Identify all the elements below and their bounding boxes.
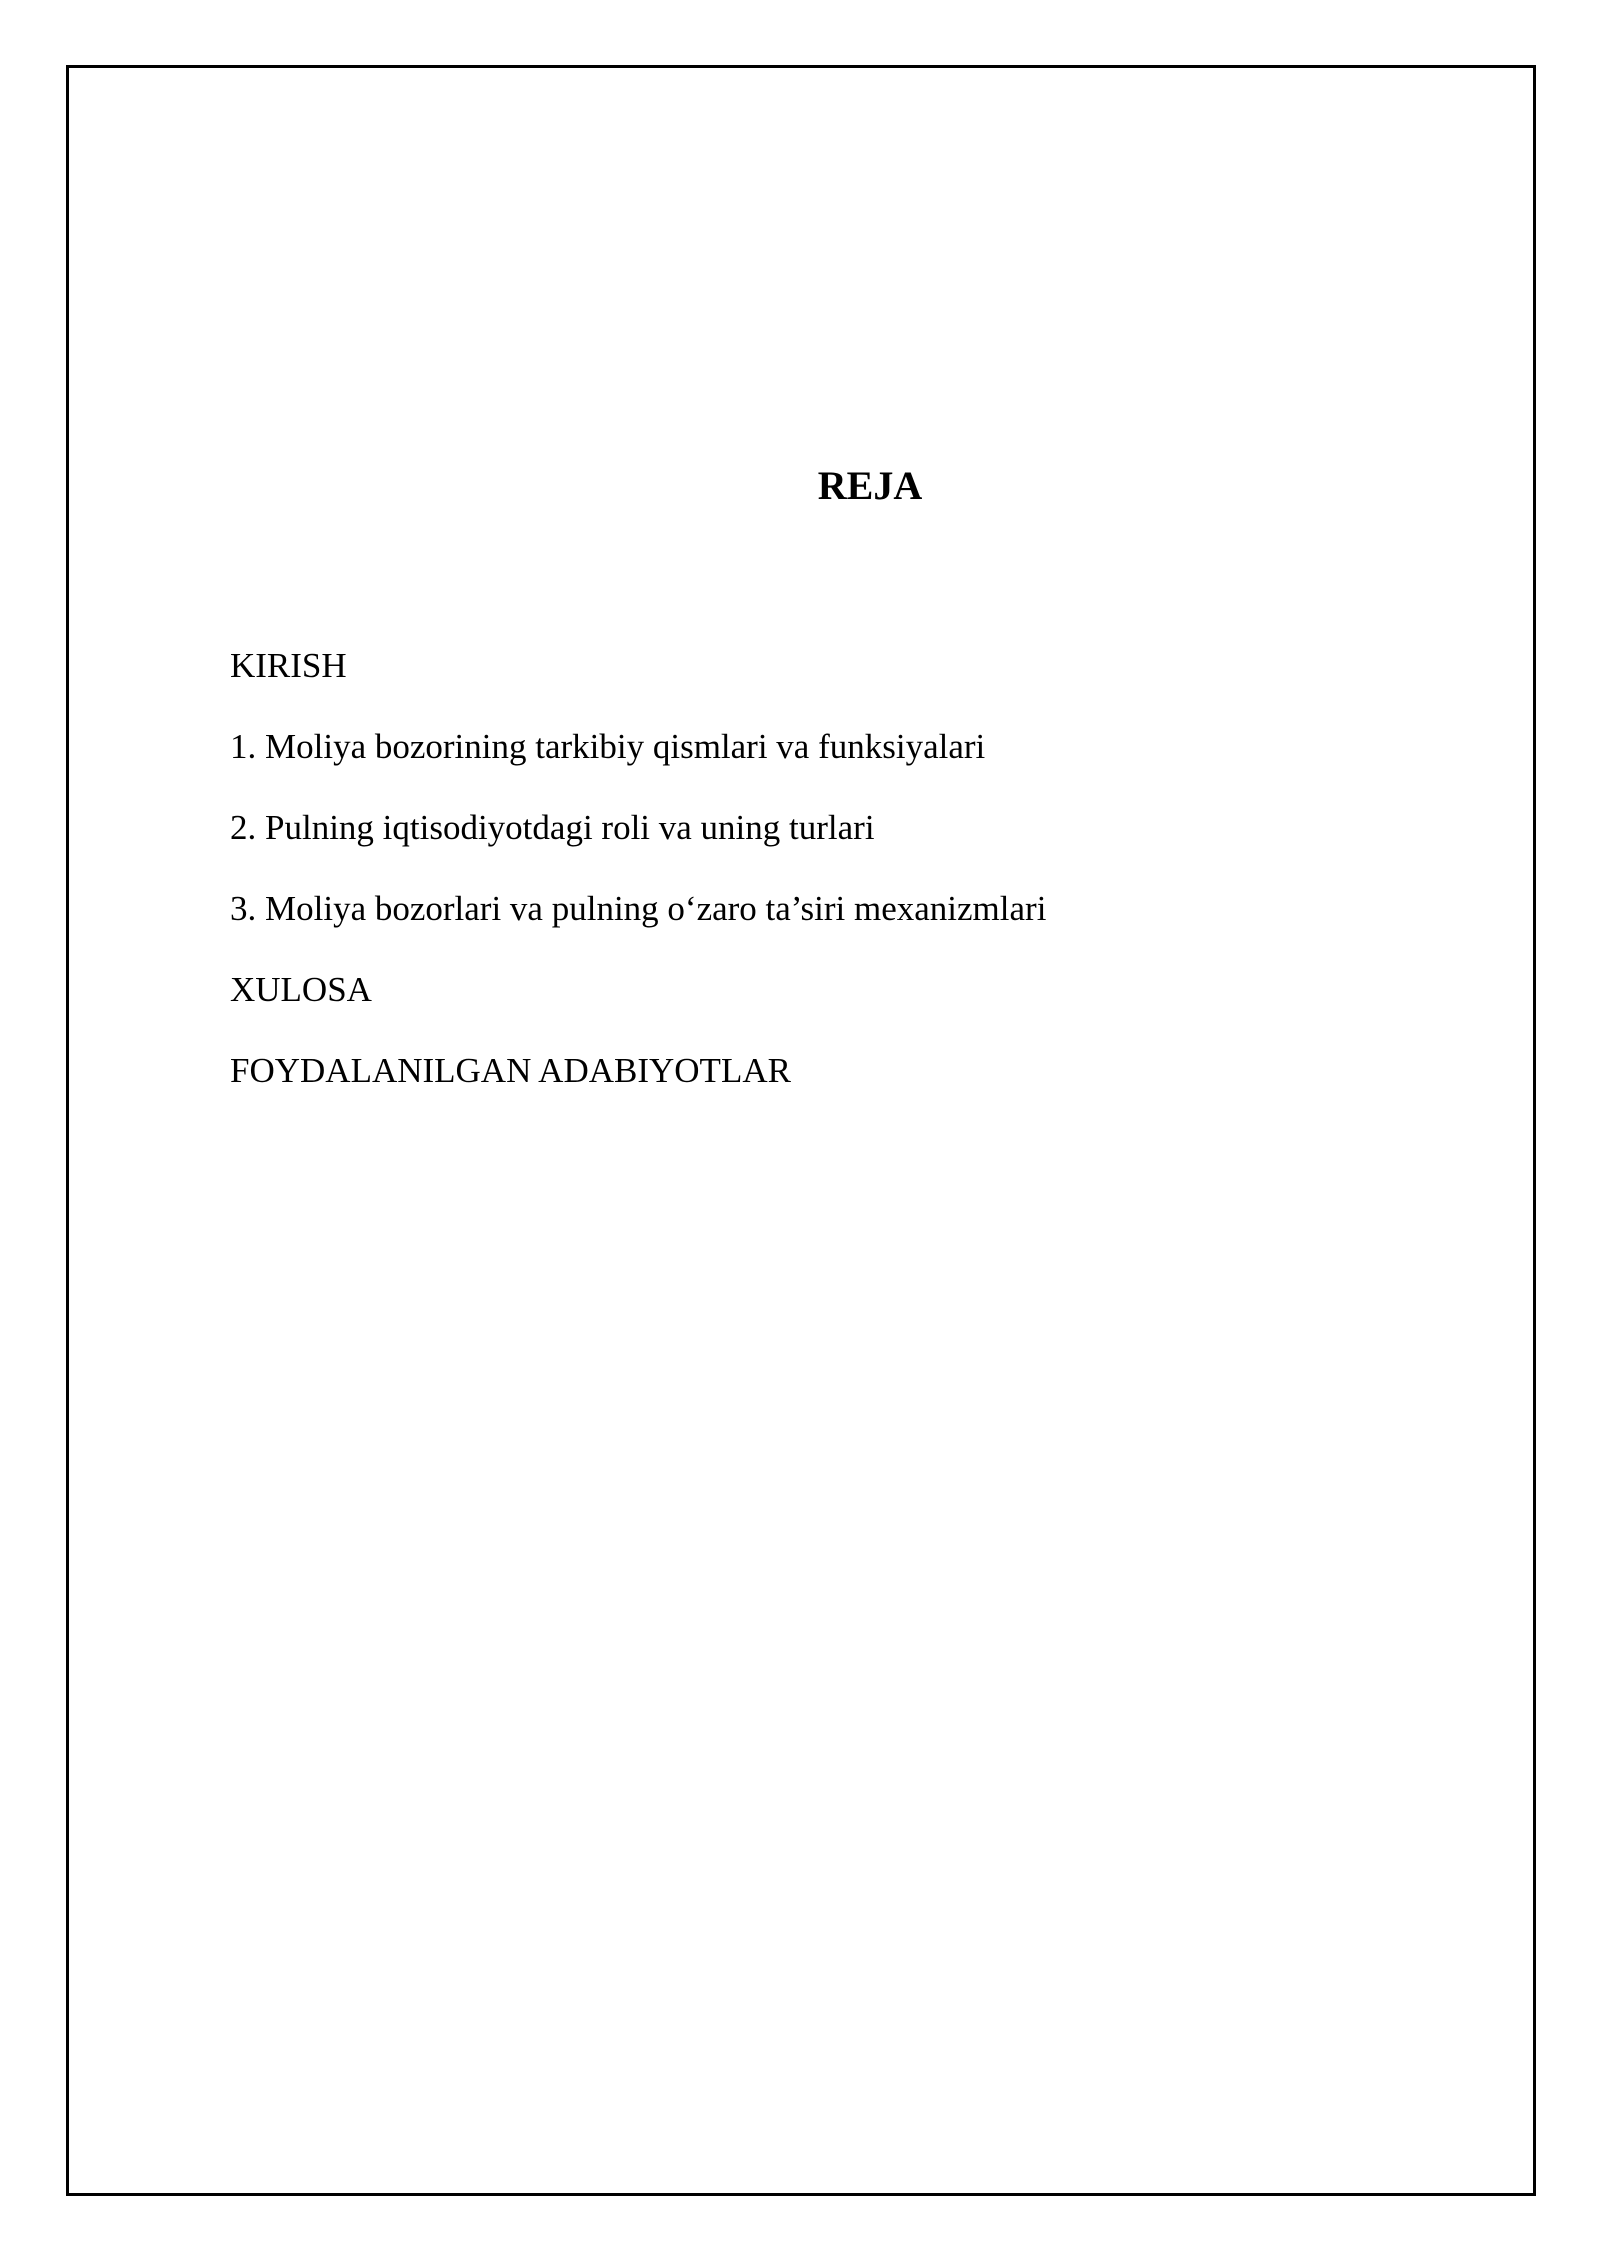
toc-item-conclusion: XULOSA xyxy=(230,970,372,1009)
toc-item-chapter-2: 2. Pulning iqtisodiyotdagi roli va uning turlari xyxy=(230,808,875,847)
toc-item-references: FOYDALANILGAN ADABIYOTLAR xyxy=(230,1051,791,1090)
table-of-contents xyxy=(230,646,1046,1132)
toc-item-chapter-1: 1. Moliya bozorining tarkibiy qismlari va funksiyalari xyxy=(230,727,986,766)
toc-item-introduction: KIRISH xyxy=(230,646,347,685)
page-title: REJA xyxy=(817,463,923,508)
toc-item-chapter-3: 3. Moliya bozorlari va pulning o‘zaro ta’siri mexanizmlari xyxy=(230,889,1047,928)
